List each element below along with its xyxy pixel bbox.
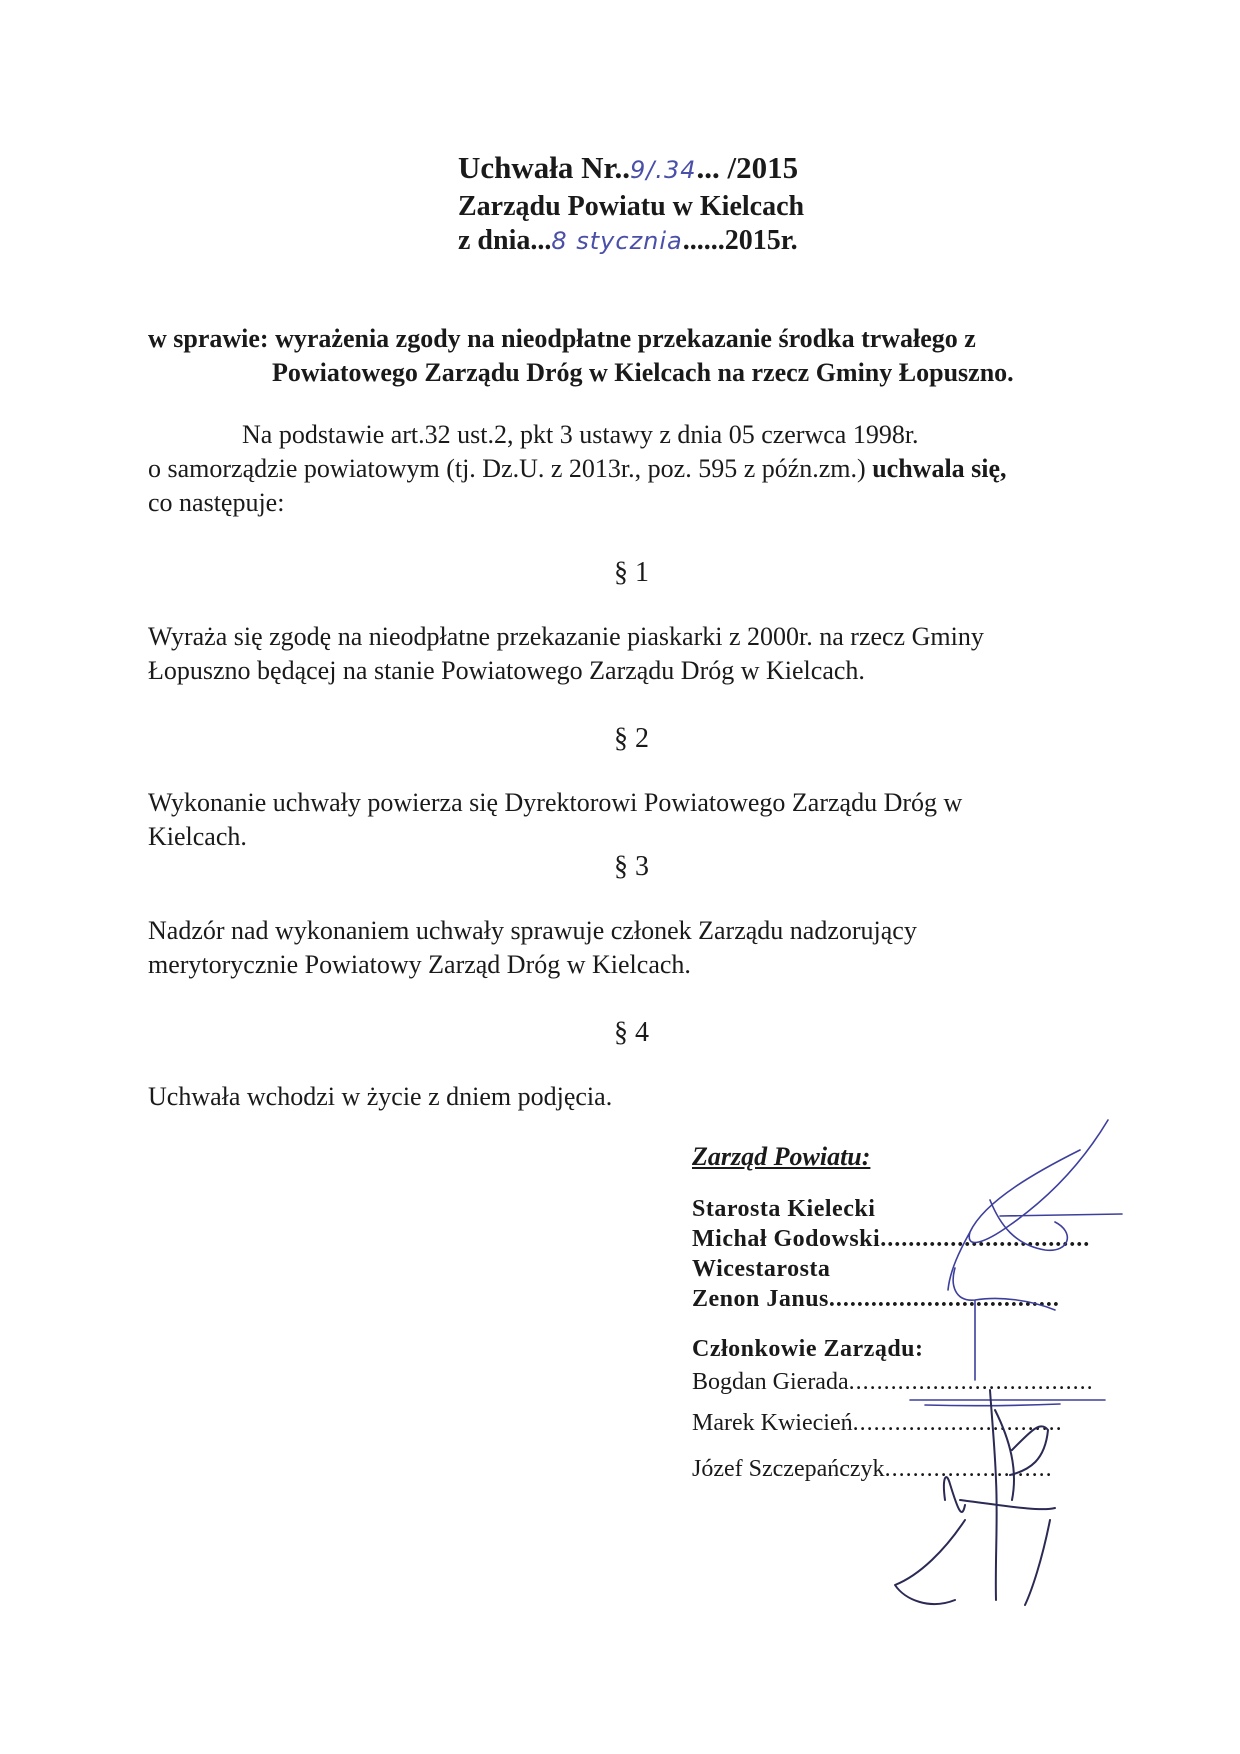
section-3-text — [148, 914, 1128, 982]
signature-line: ................................. — [828, 1286, 1060, 1312]
handwritten-resolution-number: 9/.34 — [629, 156, 697, 184]
signature-line: ................................... — [848, 1369, 1094, 1395]
section-mark-3: § 3 — [614, 851, 649, 882]
members-label: Członkowie Zarządu: — [692, 1336, 924, 1362]
starosta-name-row — [692, 1224, 1094, 1254]
section-1-line-1: Wyraża się zgodę na nieodpłatne przekazanie piaskarki z 2000r. na rzecz Gminy — [148, 622, 984, 651]
handwritten-date: 8 stycznia — [551, 227, 683, 255]
vice-starosta-name: Zenon Janus — [692, 1286, 829, 1312]
member-name: Józef Szczepańczyk — [692, 1456, 885, 1482]
section-2-line-1 — [148, 786, 1128, 820]
legal-basis-line-3: co następuje: — [148, 488, 285, 517]
legal-basis-text-2: o samorządzie powiatowym (tj. Dz.U. z 2013r., poz. 595 z późn.zm.) — [148, 454, 866, 483]
section-2-text-1: Wykonanie uchwały powierza się Dyrektorowi Powiatowego Zarządu Dróg w — [148, 788, 963, 817]
section-1-text — [148, 620, 1128, 688]
vice-starosta-role: Wicestarosta — [692, 1256, 831, 1282]
legal-basis-bold-phrase: uchwala się, — [872, 454, 1007, 483]
signature-line: ........................ — [884, 1456, 1053, 1482]
member-row — [692, 1364, 1094, 1400]
subject-line-1: w sprawie: wyrażenia zgody na nieodpłatne przekazanie środka trwałego z — [148, 324, 976, 353]
section-mark-1: § 1 — [614, 557, 649, 588]
legal-basis-line-2 — [148, 452, 1128, 486]
date-prefix: z dnia... — [458, 225, 552, 256]
date-suffix: ......2015r. — [682, 225, 798, 256]
member-name: Marek Kwiecień — [692, 1410, 853, 1436]
resolution-subject — [148, 322, 1128, 390]
section-1-line-2: Łopuszno będącej na stanie Powiatowego Zarządu Dróg w Kielcach. — [148, 656, 865, 685]
section-3-text-1: Nadzór nad wykonaniem uchwały sprawuje członek Zarządu nadzorujący — [148, 916, 917, 945]
resolution-header — [458, 148, 804, 258]
signature-szczepanczyk — [895, 1477, 1055, 1605]
section-mark-2: § 2 — [614, 723, 649, 754]
resolution-number-line — [458, 148, 804, 190]
signature-line: .............................. — [880, 1226, 1091, 1252]
section-3-line-2: merytorycznie Powiatowy Zarząd Dróg w Kielcach. — [148, 950, 691, 979]
signature-block — [692, 1142, 1094, 1492]
members-list — [692, 1364, 1094, 1492]
section-4-text — [148, 1080, 1128, 1114]
section-4-line-1: Uchwała wchodzi w życie z dniem podjęcia. — [148, 1082, 613, 1111]
resolution-title-suffix: ... /2015 — [696, 150, 799, 185]
starosta-role: Starosta Kielecki — [692, 1196, 876, 1222]
legal-basis-line-1 — [148, 418, 1128, 452]
authority-line: Zarządu Powiatu w Kielcach — [458, 191, 805, 222]
member-row — [692, 1400, 1094, 1446]
section-2-text — [148, 786, 1128, 854]
starosta-name: Michał Godowski — [692, 1226, 881, 1252]
subject-line-2: Powiatowego Zarządu Dróg w Kielcach na rzecz Gminy Łopuszno. — [272, 358, 1014, 387]
resolution-title-prefix: Uchwała Nr.. — [458, 150, 630, 185]
member-name: Bogdan Gierada — [692, 1369, 849, 1395]
section-2-line-2: Kielcach. — [148, 822, 247, 851]
legal-basis-text-1: Na podstawie art.32 ust.2, pkt 3 ustawy z dnia 05 czerwca 1998r. — [242, 420, 919, 449]
vice-starosta-name-row — [692, 1284, 1094, 1314]
signature-line: .............................. — [852, 1410, 1063, 1436]
legal-basis-paragraph — [148, 418, 1128, 520]
board-title: Zarząd Powiatu: — [692, 1142, 871, 1171]
section-mark-4: § 4 — [614, 1017, 649, 1048]
date-line — [458, 224, 804, 258]
section-3-line-1 — [148, 914, 1128, 948]
member-row — [692, 1446, 1094, 1492]
